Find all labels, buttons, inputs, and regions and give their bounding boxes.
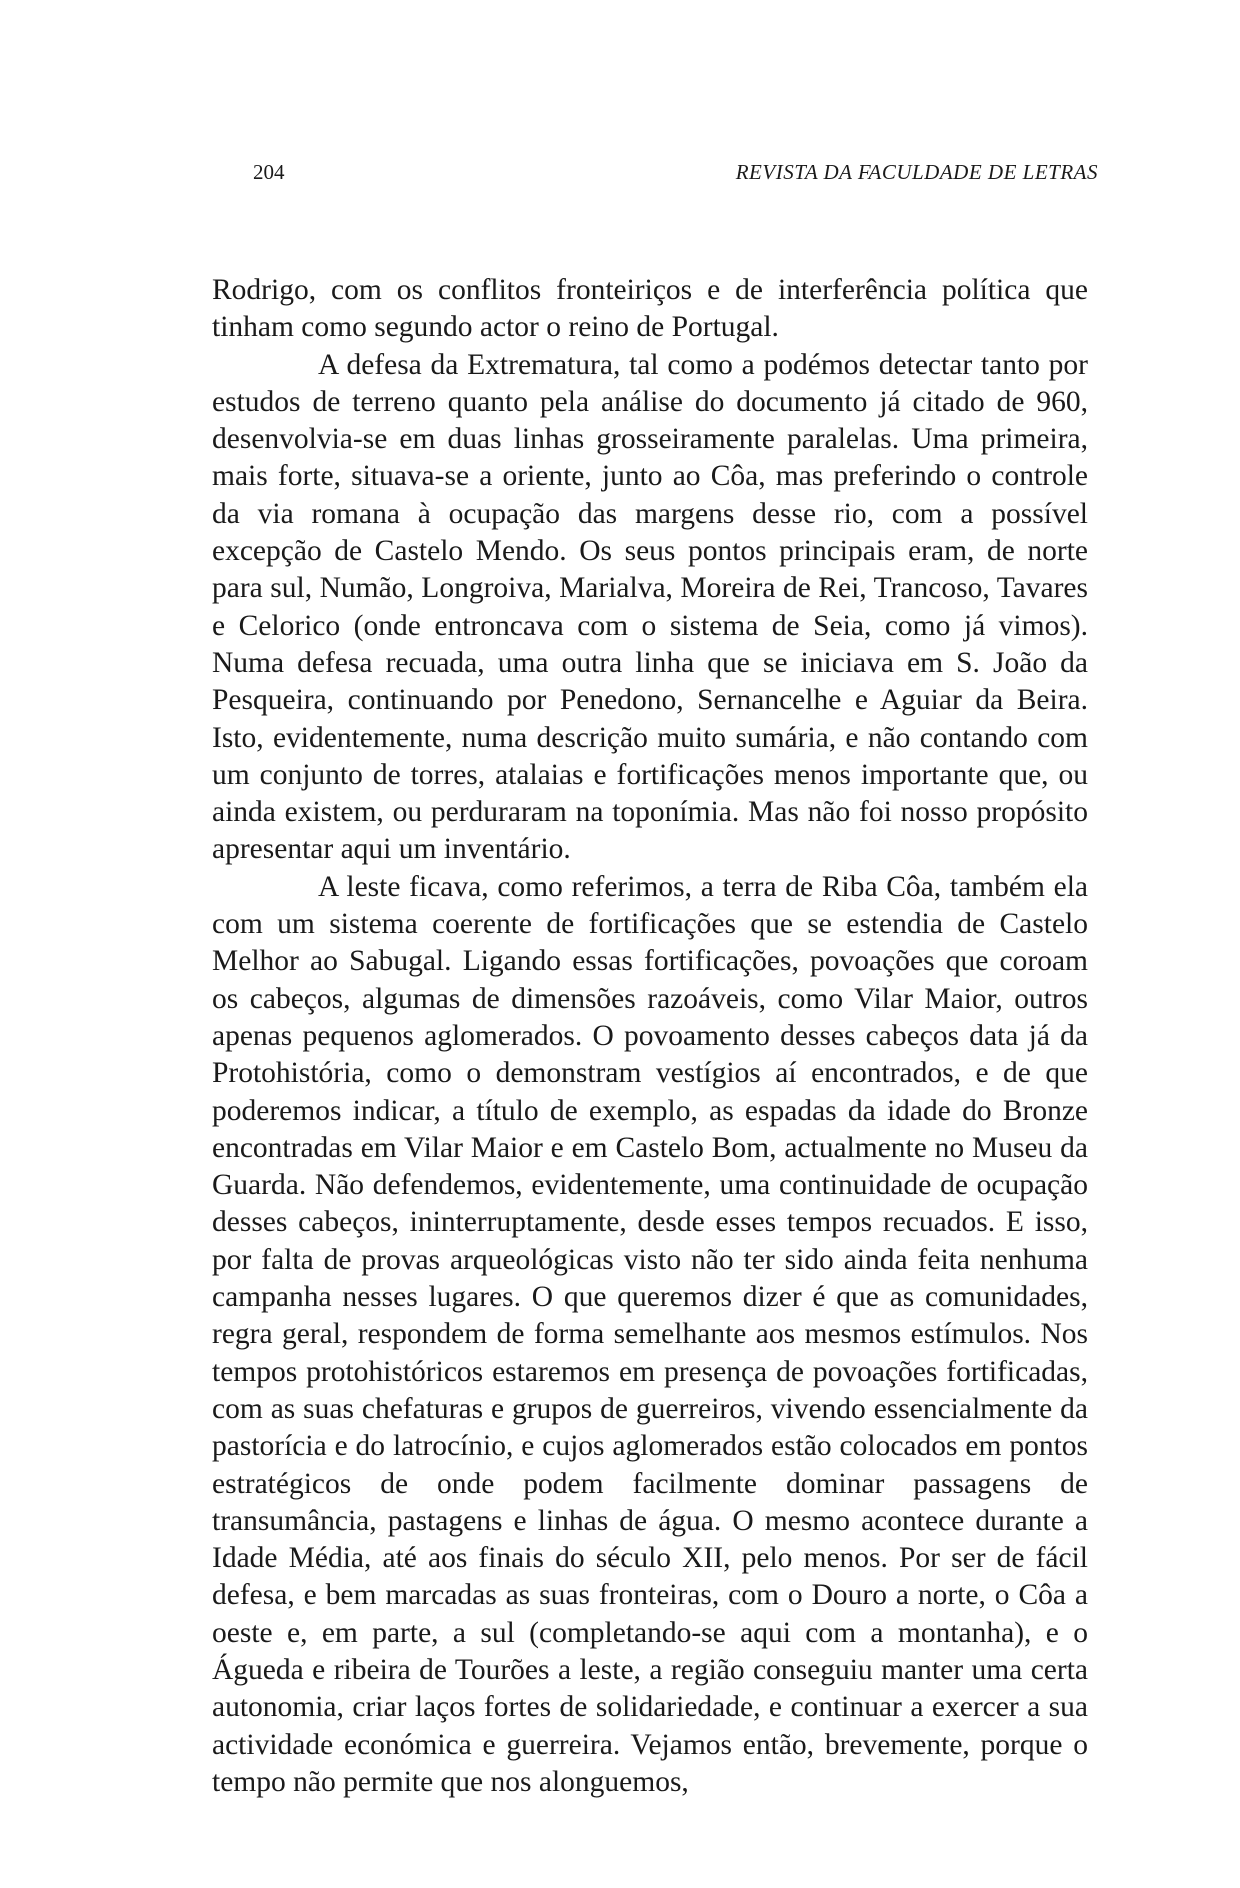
running-header [253, 160, 1098, 190]
page-number: 204 [253, 160, 285, 184]
paragraph-continuation: Rodrigo, com os conflitos fronteiriços e de interferência política que tinham como segundo actor o reino de Portugal. [212, 274, 1088, 344]
paragraph-extrematura-defense: A defesa da Extrematura, tal como a podémos detectar tanto por estudos de terreno quanto pela análise do documento já citado de 960, desenvolvia-se em duas linhas grosseiramente paralelas. Uma primeira, mais forte, situava-se a oriente, junto ao Côa, mas preferindo o controle da via romana à ocupação das margens desse rio, com a possível excepção de Castelo Mendo. Os seus pontos principais eram, de norte para sul, Numão, Longroiva, Marialva, Moreira de Rei, Trancoso, Tavares e Celorico (onde entroncava com o sistema de Seia, como já vimos). Numa defesa recuada, uma outra linha que se iniciava em S. João da Pesqueira, continuando por Penedono, Sernancelhe e Aguiar da Beira. Isto, evidentemente, numa descrição muito sumária, e não contando com um conjunto de torres, atalaias e fortificações menos importante que, ou ainda existem, ou perduraram na toponímia. Mas não foi nosso propósito apresentar aqui um inventário. [212, 348, 1088, 866]
journal-title: REVISTA DA FACULDADE DE LETRAS [735, 160, 1098, 184]
body-text [212, 272, 1088, 1801]
paragraph-riba-coa: A leste ficava, como referimos, a terra de Riba Côa, também ela com um sistema coerente de fortificações que se estendia de Castelo Melhor ao Sabugal. Ligando essas fortificações, povoações que coroam os cabeços, algumas de dimensões razoáveis, como Vilar Maior, outros apenas pequenos aglomerados. O povoamento desses cabeços data já da Protohistória, como o demonstram vestígios aí encontrados, e de que poderemos indicar, a título de exemplo, as espadas da idade do Bronze encontradas em Vilar Maior e em Castelo Bom, actualmente no Museu da Guarda. Não defendemos, evidentemente, uma continuidade de ocupação desses cabeços, ininterruptamente, desde esses tempos recuados. E isso, por falta de provas arqueológicas visto não ter sido ainda feita nenhuma campanha nesses lugares. O que queremos dizer é que as comunidades, regra geral, respondem de forma semelhante aos mesmos estímulos. Nos tempos protohistóricos estaremos em presença de povoações fortificadas, com as suas chefaturas e grupos de guerreiros, vivendo essencialmente da pastorícia e do latrocínio, e cujos aglomerados estão colocados em pontos estratégicos de onde podem facilmente dominar passagens de transumância, pastagens e linhas de água. O mesmo acontece durante a Idade Média, até aos finais do século XII, pelo menos. Por ser de fácil defesa, e bem marcadas as suas fronteiras, com o Douro a norte, o Côa a oeste e, em parte, a sul (completando-se aqui com a montanha), e o Águeda e ribeira de Tourões a leste, a região conseguiu manter uma certa autonomia, criar laços fortes de solidariedade, e continuar a exercer a sua actividade económica e guerreira. Vejamos então, brevemente, porque o tempo não permite que nos alonguemos, [212, 870, 1088, 1798]
